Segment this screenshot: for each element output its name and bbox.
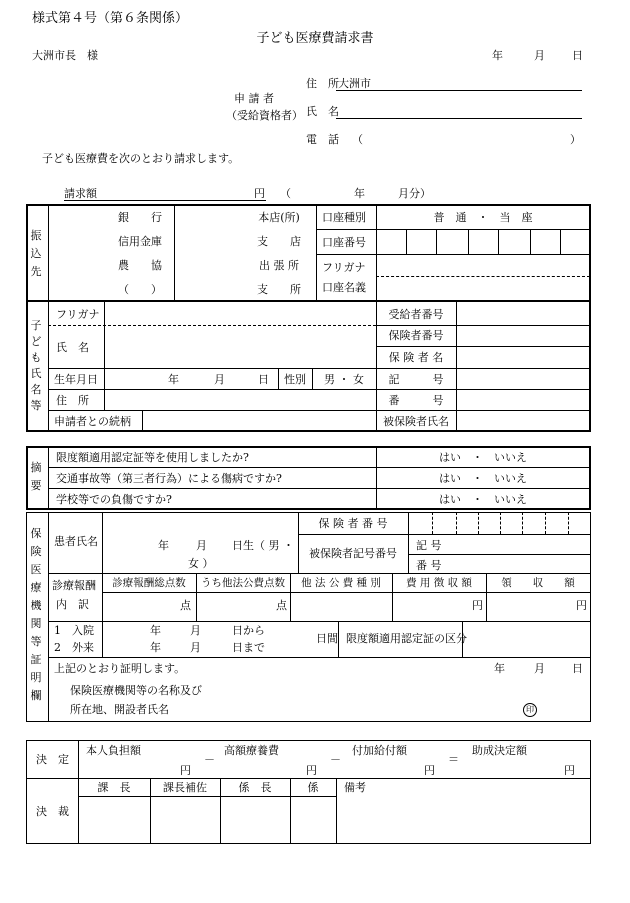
child-gender-value[interactable]: 男 ・ 女 — [324, 373, 364, 386]
summary-q1: 限度額適用認定証等を使用しましたか? — [56, 451, 249, 464]
claim-amount-field[interactable] — [64, 200, 266, 201]
main-table — [26, 204, 591, 432]
decision-label: 決 定 — [36, 753, 69, 766]
op-minus-1: － — [204, 753, 215, 766]
bank-type-agri[interactable]: 農 協 — [118, 259, 162, 272]
page-title: 子ども医療費請求書 — [256, 31, 374, 46]
patient-dob-year: 年 — [158, 539, 169, 552]
col-received: 領 収 額 — [501, 577, 575, 589]
med-section-8: 証 — [30, 653, 42, 666]
unit-ten-1: 点 — [180, 599, 191, 612]
institution-label-2: 所在地、開設者氏名 — [70, 703, 169, 716]
col-public-type: 他 法 公 費 種 別 — [301, 577, 381, 589]
unit-ten-2: 点 — [276, 599, 287, 612]
cert-day: 日 — [572, 662, 583, 675]
address-label: 住 所 — [306, 77, 339, 90]
unit-yen-2: 円 — [576, 599, 587, 612]
name-label: 氏 名 — [306, 105, 339, 118]
request-text: 子ども医療費を次のとおり請求します。 — [42, 152, 240, 165]
bank-type-credit[interactable]: 信用金庫 — [118, 235, 162, 248]
claim-year: 年 — [354, 187, 365, 200]
med-section-6: 関 — [30, 617, 42, 630]
summary-a3[interactable]: はい ・ いいえ — [439, 493, 527, 506]
child-section-1: 子 — [30, 319, 42, 332]
summary-q2: 交通事故等（第三者行為）による傷病ですか? — [56, 472, 282, 485]
child-section-5: 名 — [30, 383, 42, 396]
limit-label: 限度額適用認定証の区分 — [346, 632, 467, 645]
number-label: 番 号 — [388, 394, 444, 407]
col-collection: 費 用 徴 収 額 — [406, 577, 472, 589]
med-section-3: 医 — [30, 563, 42, 576]
col-public-points: うち他法公費点数 — [201, 577, 285, 589]
med-section-2: 険 — [30, 545, 42, 558]
med-kigo: 記 号 — [416, 539, 442, 552]
child-section-3: も — [30, 351, 42, 364]
claim-month: 月分） — [398, 187, 431, 200]
branch-sub[interactable]: 支 所 — [257, 283, 301, 296]
role-chief: 課 長 — [97, 781, 131, 794]
insurer-name-label: 保 険 者 名 — [388, 351, 444, 364]
period-to-year: 年 — [150, 641, 161, 654]
acct-no-label: 口座番号 — [322, 236, 366, 249]
period-to-month: 月 — [190, 641, 201, 654]
fee-label-2: 内 訳 — [56, 598, 89, 611]
yen-1: 円 — [180, 764, 191, 777]
summary-section-2: 要 — [30, 479, 42, 492]
insured-name-label: 被保険者氏名 — [383, 415, 449, 428]
period-from-month: 月 — [190, 624, 201, 637]
recipient-no-label: 受給者番号 — [388, 308, 444, 321]
child-furigana-label: フリガナ — [56, 308, 100, 321]
summary-q3: 学校等での負傷ですか? — [56, 493, 172, 506]
insurer-no-label: 保険者番号 — [388, 329, 444, 342]
approval-label: 決 裁 — [36, 805, 69, 818]
branch-head[interactable]: 本店(所) — [258, 211, 300, 224]
med-section-1: 保 — [30, 527, 42, 540]
med-section-4: 療 — [30, 581, 42, 594]
patient-dob-month: 月 — [196, 539, 207, 552]
branch-branch[interactable]: 支 店 — [257, 235, 301, 248]
role-staff: 係 — [307, 781, 319, 794]
fee-label-1: 診療報酬 — [52, 579, 96, 592]
remarks-label: 備考 — [344, 781, 366, 794]
decision-subsidy: 助成決定額 — [472, 744, 527, 757]
header-year: 年 — [492, 49, 503, 62]
cert-month: 月 — [534, 662, 545, 675]
applicant-sublabel: （受給資格者） — [226, 109, 303, 122]
yen-2: 円 — [306, 764, 317, 777]
med-section-9: 明 — [30, 671, 42, 684]
branch-office[interactable]: 出 張 所 — [259, 259, 299, 272]
bank-section-2: 込 — [30, 247, 42, 260]
unit-yen-1: 円 — [472, 599, 483, 612]
child-section-2: ど — [30, 335, 42, 348]
visit-inpatient[interactable]: 1 入院 — [54, 624, 94, 637]
summary-a1[interactable]: はい ・ いいえ — [439, 451, 527, 464]
child-relation-label: 申請者との続柄 — [54, 415, 131, 428]
yen-4: 円 — [564, 764, 575, 777]
form-number: 様式第４号（第６条関係） — [32, 11, 189, 26]
bank-section-1: 振 — [30, 229, 42, 242]
child-address-label: 住 所 — [56, 394, 89, 407]
claim-paren: （ — [280, 187, 291, 200]
yen-3: 円 — [424, 764, 435, 777]
acct-type-label: 口座種別 — [322, 211, 366, 224]
bank-section-3: 先 — [30, 265, 42, 278]
acct-furigana-label: フリガナ — [322, 261, 366, 274]
op-minus-2: － — [330, 753, 341, 766]
child-dob-year: 年 — [168, 373, 179, 386]
child-dob-month: 月 — [214, 373, 225, 386]
col-total-points: 診療報酬総点数 — [112, 577, 186, 589]
child-gender-label: 性別 — [284, 373, 306, 386]
med-section-10: 欄 — [30, 689, 42, 702]
summary-section-1: 摘 — [30, 461, 42, 474]
addressee: 大洲市長 様 — [32, 49, 98, 62]
child-name-label: 氏 名 — [56, 341, 89, 354]
med-bango: 番 号 — [416, 559, 442, 572]
decision-self-pay: 本人負担額 — [86, 744, 141, 757]
period-from-year: 年 — [150, 624, 161, 637]
header-day: 日 — [572, 49, 583, 62]
address-value[interactable]: 大洲市 — [338, 77, 371, 90]
med-section-7: 等 — [30, 635, 42, 648]
phone-label: 電 話 — [306, 133, 339, 146]
med-insured-sym-label: 被保険者記号番号 — [309, 547, 397, 560]
bank-type-other[interactable]: （ ） — [118, 283, 162, 296]
claim-label: 請求額 — [64, 187, 97, 200]
child-dob-day: 日 — [258, 373, 269, 386]
period-to: 日まで — [232, 641, 265, 654]
decision-high-cost: 高額療養費 — [224, 744, 279, 757]
child-section-4: 氏 — [30, 367, 42, 380]
institution-label-1: 保険医療機関等の名称及び — [70, 684, 202, 697]
name-field[interactable] — [336, 118, 582, 119]
med-insurer-no-label: 保 険 者 番 号 — [318, 517, 388, 530]
acct-name-label: 口座名義 — [322, 281, 366, 294]
certify-text: 上記のとおり証明します。 — [54, 662, 186, 675]
role-deputy: 課長補佐 — [163, 781, 207, 794]
claim-yen: 円 — [254, 187, 265, 200]
symbol-label: 記 号 — [388, 373, 444, 386]
visit-outpatient[interactable]: 2 外来 — [54, 641, 94, 654]
header-month: 月 — [534, 49, 545, 62]
patient-female[interactable]: 女 ） — [188, 557, 214, 570]
phone-close: ） — [570, 133, 581, 146]
patient-dob-gender[interactable]: 日生（ 男 ・ — [232, 539, 294, 552]
decision-additional: 付加給付額 — [352, 744, 407, 757]
applicant-label: 申 請 者 — [234, 92, 274, 105]
summary-a2[interactable]: はい ・ いいえ — [439, 472, 527, 485]
role-head: 係 長 — [238, 781, 272, 794]
op-equals: ＝ — [448, 753, 459, 766]
med-section-5: 機 — [30, 599, 42, 612]
child-dob-label: 生年月日 — [54, 373, 98, 386]
patient-label: 患者氏名 — [54, 535, 98, 548]
acct-type-value[interactable]: 普 通 ・ 当 座 — [433, 211, 533, 224]
seal-icon: 印 — [523, 703, 537, 717]
child-section-6: 等 — [30, 399, 42, 412]
phone-open: （ — [352, 133, 363, 146]
cert-year: 年 — [494, 662, 505, 675]
bank-type-bank[interactable]: 銀 行 — [118, 211, 162, 224]
days-label: 日間 — [316, 632, 338, 645]
period-from: 日から — [232, 624, 265, 637]
